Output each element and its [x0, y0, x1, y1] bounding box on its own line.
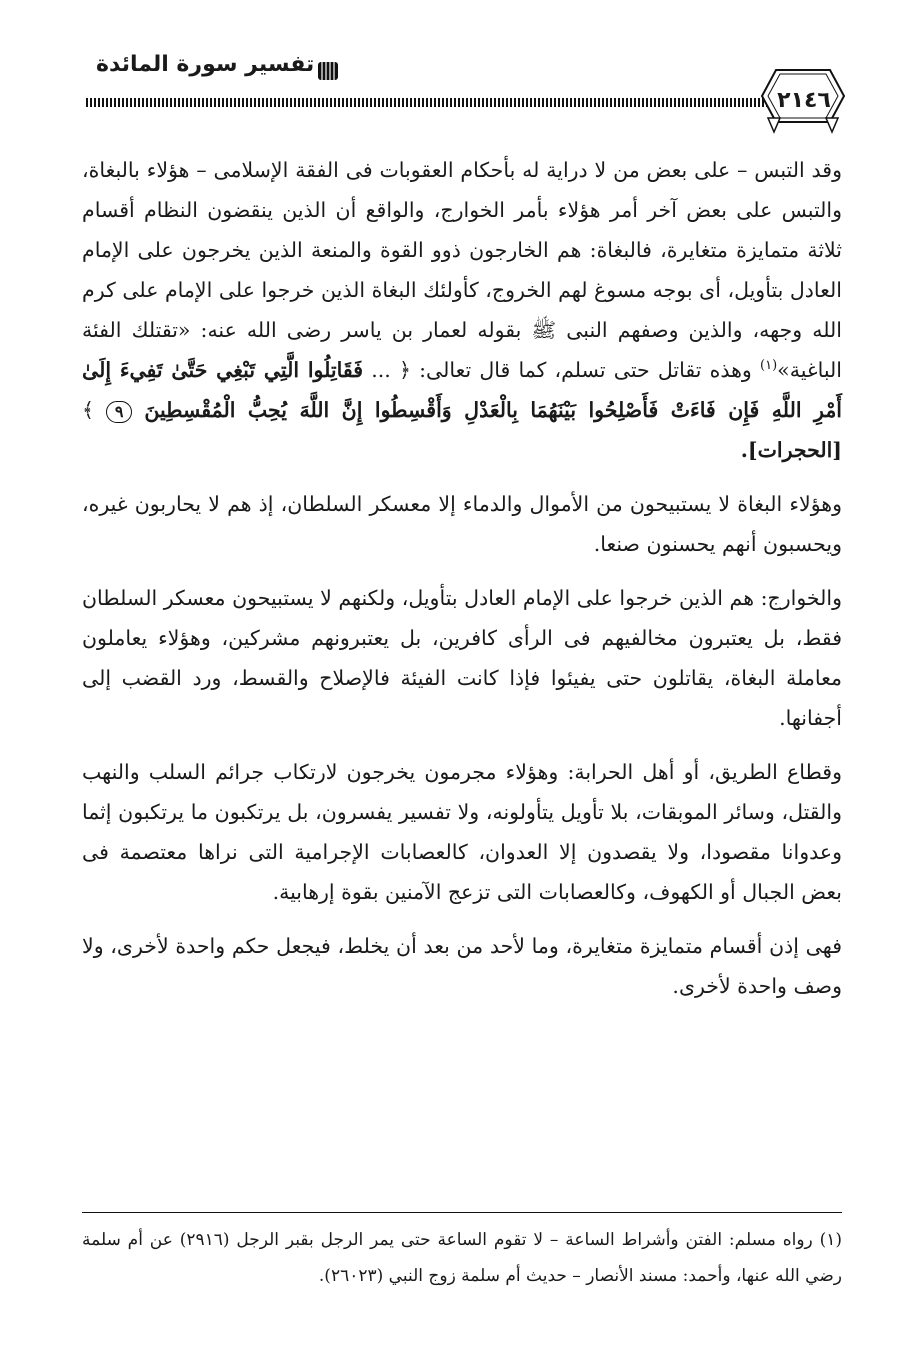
paragraph-5: فهى إذن أقسام متمايزة متغايرة، وما لأحد من بعد أن يخلط، فيجعل حكم واحدة لأخرى، ولا وصف واحدة لأخرى. [82, 934, 842, 998]
footnote-reference: (١) [760, 358, 778, 374]
paragraph-1-text-after: وهذه تقاتل حتى تسلم، كما قال تعالى: ﴿ ... [363, 358, 761, 382]
footnote: (١) رواه مسلم: الفتن وأشراط الساعة – لا تقوم الساعة حتى يمر الرجل بقبر الرجل (٢٩١٦) عن أم سلمة رضي الله عنها، وأحمد: مسند الأنصار – حديث أم سلمة زوج النبي (٢٦٠٢٣). [82, 1230, 843, 1286]
paragraph-2: وهؤلاء البغاة لا يستبيحون من الأموال والدماء إلا معسكر السلطان، إذ هم لا يحاربون غيره، ويحسبون أنهم يحسنون صنعا. [82, 492, 842, 556]
body-text [82, 150, 842, 1020]
header-rule [86, 98, 776, 107]
quran-verse: فَقَاتِلُوا الَّتِي تَبْغِي حَتَّىٰ تَفِيءَ إِلَىٰ أَمْرِ اللَّهِ فَإِن فَاءَتْ فَأَصْلِحُوا بَيْنَهُمَا بِالْعَدْلِ وَأَقْسِطُوا إِنَّ اللَّهَ يُحِبُّ الْمُقْسِطِينَ [82, 358, 842, 422]
ayah-number-marker: ٩ [106, 401, 133, 423]
quran-close-bracket: ﴾ [82, 398, 106, 422]
paragraph-4: وقطاع الطريق، أو أهل الحرابة: وهؤلاء مجرمون يخرجون لارتكاب جرائم السلب والنهب والقتل، وسائر الموبقات، بلا تأويل يتأولونه، ولا تفسير يفسرون، بل يرتكبون ما يرتكبون إثما وعدوانا مقصودا، ولا يقصدون إلا العدوان، كالعصابات الإجرامية التى نراها معتصمة فى بعض الجبال أو الكهوف، وكالعصابات التى تزعج الآمنين بقوة إرهابية. [82, 760, 842, 904]
footnote-rule [82, 1212, 842, 1213]
paragraph-3: والخوارج: هم الذين خرجوا على الإمام العادل بتأويل، ولكنهم لا يستبيحون معسكر السلطان فقط، بل يعتبرون مخالفيهم فى الرأى كافرين، بل يعتبرونهم مشركين، وهؤلاء يعاملون معاملة البغاة، يقاتلون حتى يفيئوا فإذا كانت الفيئة فالإصلاح والقسط، ورد القضب إلى أجفانها. [82, 586, 842, 730]
ornament-icon [315, 58, 341, 84]
paragraph-1 [82, 150, 842, 470]
page-header [0, 0, 920, 140]
running-title: تفسير سورة المائدة [96, 52, 315, 77]
surah-reference: [الحجرات]. [740, 438, 842, 462]
paragraph-1-text: وقد التبس – على بعض من لا دراية له بأحكام العقوبات فى الفقة الإسلامى – هؤلاء بالبغاة، والتبس على بعض آخر أمر هؤلاء بأمر الخوارج، والواقع أن الذين ينقضون النظام أقسام ثلاثة متمايزة متغايرة، فالبغاة: هم الخارجون ذوو القوة والمنعة الذين يخرجون على الإمام العادل بتأويل، أى بوجه مسوغ لهم الخروج، كأولئك البغاة الذين خرجوا على الإمام على كرم الله وجهه، والذين وصفهم النبى ﷺ بقوله لعمار بن ياسر رضى الله عنه: «تقتلك الفئة الباغية» [82, 158, 842, 382]
page-number: ٢١٤٦ [777, 88, 831, 113]
